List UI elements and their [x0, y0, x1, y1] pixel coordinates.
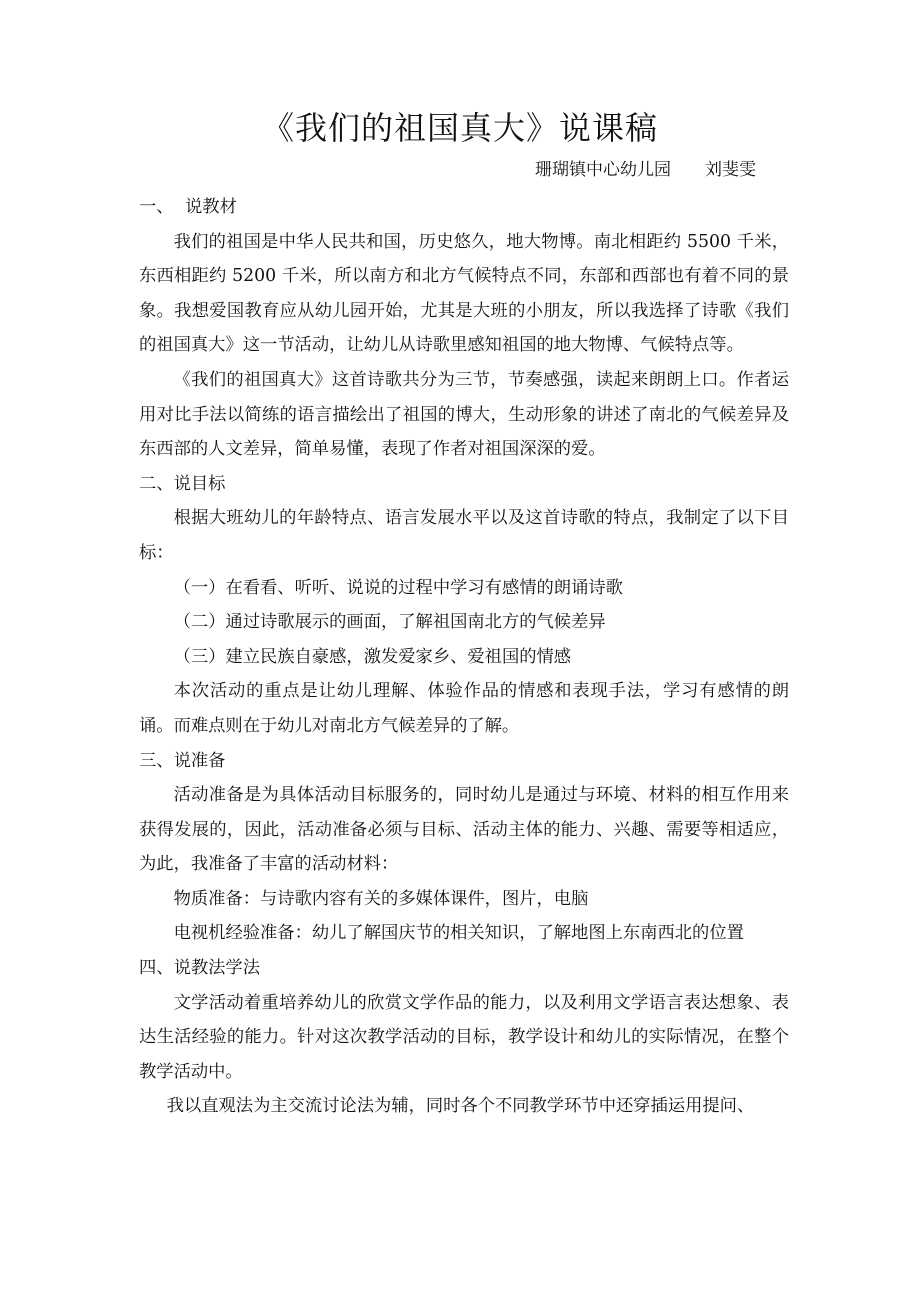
paragraph: 我们的祖国是中华人民共和国，历史悠久，地大物博。南北相距约 5500 千米，东西相距约 5200 千米，所以南方和北方气候特点不同，东部和西部也有着不同的景象。我想爱国教育应从幼儿园开始，尤其是大班的小朋友，所以我选择了诗歌《我们的祖国真大》这一节活动，让幼儿从诗歌里感知祖国的地大物博、气候特点等。 [139, 231, 789, 356]
paragraph: 《我们的祖国真大》这首诗歌共分为三节，节奏感强，读起来朗朗上口。作者运用对比手法以简练的语言描绘出了祖国的博大，生动形象的讲述了南北的气候差异及东西部的人文差异，简单易懂，表现了作者对祖国深深的爱。 [139, 369, 789, 460]
section-heading-4: 四、说教法学法 [139, 958, 260, 979]
experience-line: 电视机经验准备：幼儿了解国庆节的相关知识，了解地图上东南西北的位置 [173, 923, 744, 944]
section-heading-1 [139, 190, 789, 225]
paragraph: 我以直观法为主交流讨论法为辅，同时各个不同教学环节中还穿插运用提问、 [166, 1096, 755, 1117]
school-name: 珊瑚镇中心幼儿园 [535, 160, 671, 180]
paragraph: 本次活动的重点是让幼儿理解、体验作品的情感和表现手法，学习有感情的朗诵。而难点则在于幼儿对南北方气候差异的了解。 [139, 681, 789, 736]
goal-item: （二）通过诗歌展示的画面，了解祖国南北方的气候差异 [173, 612, 606, 633]
goal-item: （三）建立民族自豪感，激发爱家乡、爱祖国的情感 [173, 646, 572, 667]
paragraph: 活动准备是为具体活动目标服务的，同时幼儿是通过与环境、材料的相互作用来获得发展的，因此，活动准备必须与目标、活动主体的能力、兴趣、需要等相适应，为此，我准备了丰富的活动材料： [139, 785, 789, 875]
goal-item: （一）在看看、听听、说说的过程中学习有感情的朗诵诗歌 [173, 577, 623, 598]
document-body [139, 190, 789, 1124]
section-number-1: 一、 [139, 197, 174, 217]
section-heading-2: 二、说目标 [139, 473, 226, 494]
material-line: 物质准备：与诗歌内容有关的多媒体课件，图片，电脑 [173, 888, 589, 909]
author-line [535, 157, 756, 183]
author-name: 刘斐雯 [705, 160, 756, 180]
section-heading-3: 三、说准备 [139, 750, 226, 771]
paragraph: 根据大班幼儿的年龄特点、语言发展水平以及这首诗歌的特点，我制定了以下目标： [139, 508, 789, 563]
document-title: 《我们的祖国真大》说课稿 [261, 109, 658, 147]
paragraph: 文学活动着重培养幼儿的欣赏文学作品的能力，以及利用文学语言表达想象、表达生活经验的能力。针对这次教学活动的目标，教学设计和幼儿的实际情况，在整个教学活动中。 [139, 992, 789, 1082]
section-title-1: 说教材 [185, 197, 237, 217]
